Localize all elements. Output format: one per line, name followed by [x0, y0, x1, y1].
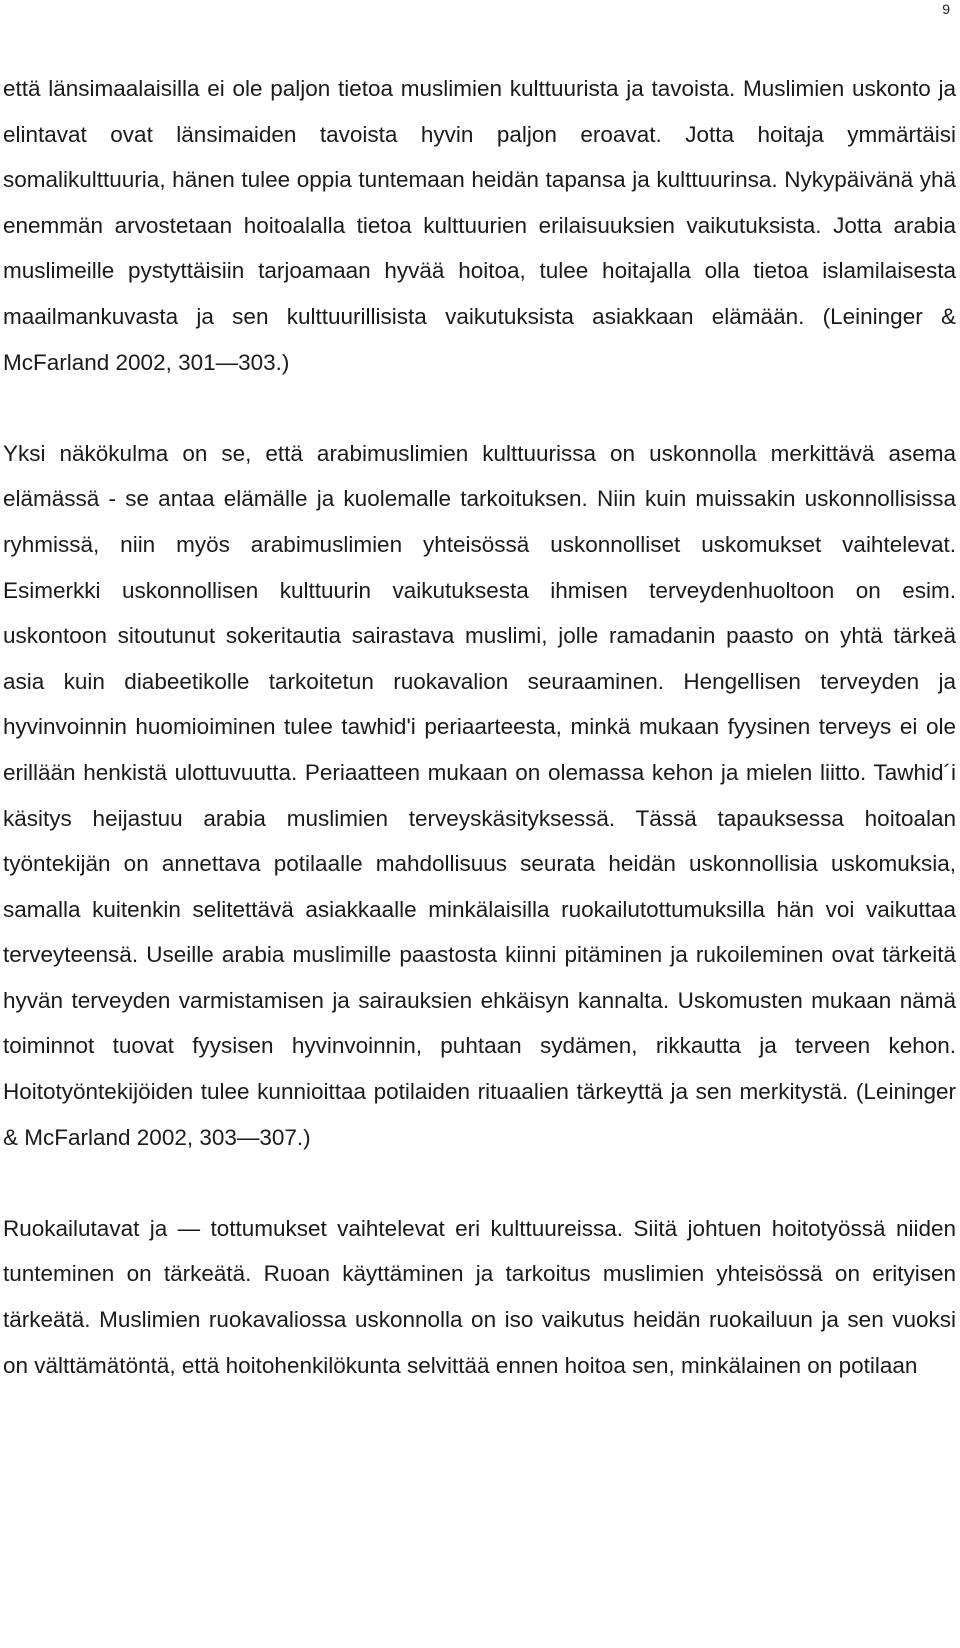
paragraph-2: Yksi näkökulma on se, että arabimuslimien kulttuurissa on uskonnolla merkittävä asema elämässä - se antaa elämälle ja kuolemalle tarkoituksen. Niin kuin muissakin uskonnollisissa ryhmissä, niin myös arabimuslimien yhteisössä uskonnolliset uskomukset vaihtelevat. Esimerkki uskonnollisen kulttuurin vaikutuksesta ihmisen terveydenhuoltoon on esim. uskontoon sitoutunut sokeritautia sairastava muslimi, jolle ramadanin paasto on yhtä tärkeä asia kuin diabeetikolle tarkoitetun ruokavalion seuraaminen. Hengellisen terveyden ja hyvinvoinnin huomioiminen tulee tawhid'i periaarteesta, minkä mukaan fyysinen terveys ei ole erillään henkistä ulottuvuutta. Periaatteen mukaan on olemassa kehon ja mielen liitto. Tawhid´i käsitys heijastuu arabia muslimien terveyskäsityksessä. Tässä tapauksessa hoitoalan työntekijän on annettava potilaalle mahdollisuus seurata heidän uskonnollisia uskomuksia, samalla kuitenkin selitettävä asiakkaalle minkälaisilla ruokailutottumuksilla hän voi vaikuttaa terveyteensä. Useille arabia muslimille paastosta kiinni pitäminen ja rukoileminen ovat tärkeitä hyvän terveyden varmistamisen ja sairauksien ehkäisyn kannalta. Uskomusten mukaan nämä toiminnot tuovat fyysisen hyvinvoinnin, puhtaan sydämen, rikkautta ja terveen kehon. Hoitotyöntekijöiden tulee kunnioittaa potilaiden rituaalien tärkeyttä ja sen merkitystä. (Leininger & McFarland 2002, 303—307.) — [3, 440, 956, 1150]
page-number: 9 — [942, 1, 950, 17]
paragraph-3: Ruokailutavat ja — tottumukset vaihtelevat eri kulttuureissa. Siitä johtuen hoitotyössä niiden tunteminen on tärkeätä. Ruoan käyttäminen ja tarkoitus muslimien yhteisössä on erityisen tärkeätä. Muslimien ruokavaliossa uskonnolla on iso vaikutus heidän ruokailuun ja sen vuoksi on välttämätöntä, että hoitohenkilökunta selvittää ennen hoitoa sen, minkälainen on potilaan — [3, 1215, 956, 1378]
document-body — [3, 66, 956, 1388]
paragraph-spacer — [3, 385, 956, 431]
paragraph-1: että länsimaalaisilla ei ole paljon tietoa muslimien kulttuurista ja tavoista. Muslimien uskonto ja elintavat ovat länsimaiden tavoista hyvin paljon eroavat. Jotta hoitaja ymmärtäisi somalikulttuuria, hänen tulee oppia tuntemaan heidän tapansa ja kulttuurinsa. Nykypäivänä yhä enemmän arvostetaan hoitoalalla tietoa kulttuurien erilaisuuksien vaikutuksista. Jotta arabia muslimeille pystyttäisiin tarjoamaan hyvää hoitoa, tulee hoitajalla olla tietoa islamilaisesta maailmankuvasta ja sen kulttuurillisista vaikutuksista asiakkaan elämään. (Leininger & McFarland 2002, 301—303.) — [3, 76, 956, 375]
paragraph-spacer — [3, 1160, 956, 1206]
